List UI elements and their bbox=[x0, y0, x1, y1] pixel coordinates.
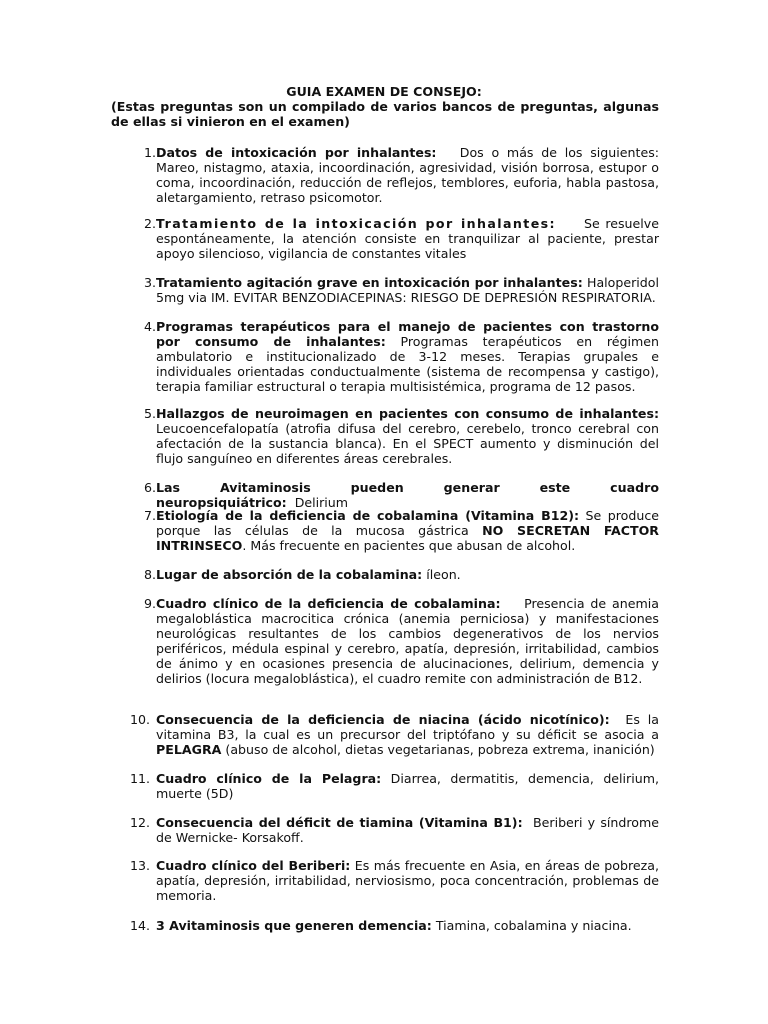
item-label: Consecuencia del déficit de tiamina (Vitamina B1): bbox=[156, 815, 523, 830]
item-text: Tiamina, cobalamina y niacina. bbox=[435, 918, 632, 933]
item-label: Cuadro clínico de la deficiencia de cobalamina: bbox=[156, 596, 501, 611]
item-body bbox=[156, 145, 659, 205]
item-number: 8. bbox=[143, 567, 156, 582]
item-body bbox=[156, 319, 659, 394]
item-text: Es la vitamina B3, la cual es un precursor del triptófano y su déficit se asocia a bbox=[156, 712, 659, 742]
item-text-after: (abuso de alcohol, dietas vegetarianas, pobreza extrema, inanición) bbox=[225, 742, 655, 757]
item-text: Se produce porque las células de la mucosa gástrica bbox=[156, 508, 659, 538]
item-body bbox=[156, 596, 659, 686]
item-number: 7. bbox=[143, 508, 156, 523]
document-subtitle: (Estas preguntas son un compilado de varios bancos de preguntas, algunas de ellas si vinieron en el examen) bbox=[111, 99, 659, 129]
item-body bbox=[156, 712, 659, 757]
document-title: GUIA EXAMEN DE CONSEJO: bbox=[286, 84, 482, 99]
item-label: Cuadro clínico del Beriberi: bbox=[156, 858, 351, 873]
item-number: 9. bbox=[143, 596, 156, 611]
item-text: Es más frecuente en Asia, en áreas de pobreza, apatía, depresión, irritabilidad, nerviosismo, poca concentración, problemas de memoria. bbox=[156, 858, 659, 903]
item-label: Hallazgos de neuroimagen en pacientes con consumo de inhalantes: bbox=[156, 406, 659, 421]
item-number: 14. bbox=[130, 918, 151, 933]
item-emphasis: PELAGRA bbox=[156, 742, 222, 757]
item-label: Cuadro clínico de la Pelagra: bbox=[156, 771, 382, 786]
item-number: 1. bbox=[143, 145, 156, 160]
item-body bbox=[156, 815, 659, 845]
item-body bbox=[156, 858, 659, 903]
item-body bbox=[156, 216, 659, 261]
item-text: Diarrea, dermatitis, demencia, delirium, muerte (5D) bbox=[156, 771, 659, 801]
item-body bbox=[156, 406, 659, 466]
item-text: Dos o más de los siguientes: Mareo, nistagmo, ataxia, incoordinación, agresividad, visión borrosa, estupor o coma, incoordinación, reducción de reflejos, temblores, euforia, habla pastosa, aletargamiento, retraso psicomotor. bbox=[156, 145, 659, 205]
item-number: 12. bbox=[130, 815, 151, 830]
item-text: Se resuelve espontáneamente, la atención consiste en tranquilizar al paciente, prestar apoyo silencioso, vigilancia de constantes vitales bbox=[156, 216, 659, 261]
item-text: Programas terapéuticos en régimen ambulatorio e institucionalizado de 3-12 meses. Terapias grupales e individuales orientadas conductualmente (sistema de recompensa y castigo), terapia familiar estructural o terapia multisistémica, programa de 12 pasos. bbox=[156, 334, 659, 394]
item-label: Tratamiento agitación grave en intoxicación por inhalantes: bbox=[156, 275, 583, 290]
item-number: 2. bbox=[143, 216, 156, 231]
item-label: Programas terapéuticos para el manejo de pacientes con trastorno por consumo de inhalantes: bbox=[156, 319, 659, 349]
item-text: íleon. bbox=[426, 567, 461, 582]
item-number: 6. bbox=[143, 480, 156, 495]
item-emphasis: NO SECRETAN FACTOR INTRINSECO bbox=[156, 523, 659, 553]
item-label: Datos de intoxicación por inhalantes: bbox=[156, 145, 437, 160]
item-text: Delirium bbox=[294, 495, 349, 510]
item-text-after: . Más frecuente en pacientes que abusan de alcohol. bbox=[242, 538, 576, 553]
item-text: Presencia de anemia megaloblástica macrocitica crónica (anemia perniciosa) y manifestaciones neurológicas resultantes de los cambios degenerativos de los nervios periféricos, médula espinal y cerebro, apatía, depresión, irritabilidad, cambios de ánimo y en ocasiones presencia de alucinaciones, delirium, demencia y delirios (locura megaloblástica), el cuadro remite con administración de B12. bbox=[156, 596, 659, 686]
item-label: Etiología de la deficiencia de cobalamina (Vitamina B12): bbox=[156, 508, 580, 523]
item-number: 3. bbox=[143, 275, 156, 290]
item-body bbox=[156, 771, 659, 801]
item-label: Lugar de absorción de la cobalamina: bbox=[156, 567, 423, 582]
item-number: 5. bbox=[143, 406, 156, 421]
item-text: Beriberi y síndrome de Wernicke- Korsakoff. bbox=[156, 815, 659, 845]
item-label: Tratamiento de la intoxicación por inhalantes: bbox=[156, 216, 556, 231]
item-label: Consecuencia de la deficiencia de niacina (ácido nicotínico): bbox=[156, 712, 610, 727]
item-label: 3 Avitaminosis que generen demencia: bbox=[156, 918, 432, 933]
item-body bbox=[156, 275, 659, 305]
item-body bbox=[156, 567, 659, 582]
item-label: Las Avitaminosis pueden generar este cuadro neuropsiquiátrico: bbox=[156, 480, 659, 510]
item-text: Haloperidol 5mg via IM. EVITAR BENZODIACEPINAS: RIESGO DE DEPRESIÓN RESPIRATORIA. bbox=[156, 275, 659, 305]
item-number: 11. bbox=[130, 771, 151, 786]
item-body bbox=[156, 480, 659, 510]
item-body bbox=[156, 508, 659, 553]
item-text: Leucoencefalopatía (atrofia difusa del cerebro, cerebelo, tronco cerebral con afectación de la sustancia blanca). En el SPECT aumento y disminución del flujo sanguíneo en diferentes áreas cerebrales. bbox=[156, 421, 659, 466]
item-body bbox=[156, 918, 659, 933]
item-number: 13. bbox=[130, 858, 151, 873]
item-number: 4. bbox=[143, 319, 156, 334]
item-number: 10. bbox=[130, 712, 151, 727]
